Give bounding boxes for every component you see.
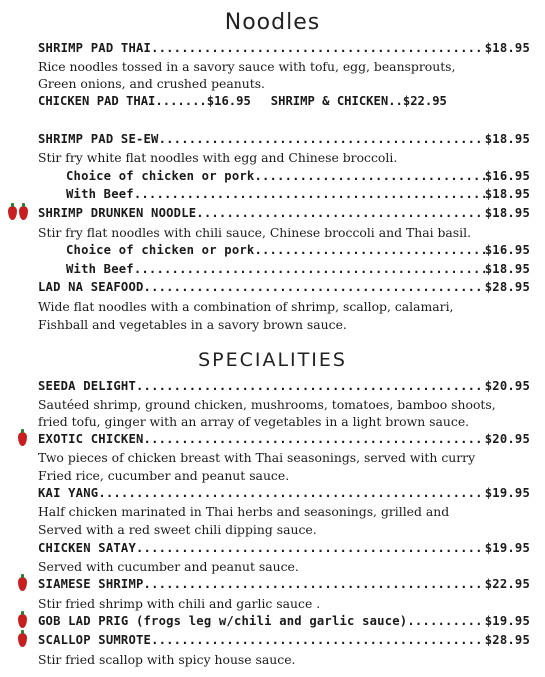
menu-item-chicken-satay bbox=[38, 540, 530, 557]
leader-dots bbox=[98, 485, 484, 502]
item-name: LAD NA SEAFOOD bbox=[38, 280, 144, 294]
menu-item-kai-yang bbox=[38, 485, 530, 502]
leader-dots bbox=[134, 186, 485, 203]
chili-pepper-icon bbox=[19, 206, 28, 220]
menu-item-shrimp-pad-se-ew bbox=[38, 131, 530, 148]
item-description: Fried rice, cucumber and peanut sauce. bbox=[38, 468, 290, 483]
option-price: $16.95 bbox=[484, 243, 530, 257]
menu-item-shrimp-drunken-noodle bbox=[38, 205, 530, 222]
item-price: $20.95 bbox=[484, 379, 530, 393]
leader-dots bbox=[151, 40, 485, 57]
option-price: $16.95 bbox=[484, 169, 530, 183]
item-price: $19.95 bbox=[484, 486, 530, 500]
option-beef bbox=[66, 261, 530, 278]
leader-dots bbox=[136, 540, 485, 557]
item-price: $18.95 bbox=[484, 206, 530, 220]
option-name: Choice of chicken or pork bbox=[66, 169, 255, 183]
leader-dots bbox=[136, 378, 485, 395]
chili-pepper-icon bbox=[18, 432, 27, 446]
item-description: Stir fry white flat noodles with egg and Chinese broccoli. bbox=[38, 150, 398, 165]
menu-item-seeda-delight bbox=[38, 378, 530, 395]
item-name: SHRIMP PAD THAI bbox=[38, 41, 152, 55]
chili-pepper-icon bbox=[8, 206, 17, 220]
menu-item-exotic-chicken bbox=[38, 431, 530, 448]
item-description: Stir fried shrimp with chili and garlic sauce . bbox=[38, 596, 321, 611]
item-price: $22.95 bbox=[484, 577, 530, 591]
option-price: $18.95 bbox=[484, 187, 530, 201]
option-price: $18.95 bbox=[484, 262, 530, 276]
combo-row bbox=[38, 93, 530, 110]
menu-item-lad-na-seafood bbox=[38, 279, 530, 296]
leader-dots bbox=[144, 279, 485, 296]
leader-dots bbox=[196, 205, 484, 222]
leader-dots bbox=[407, 613, 484, 630]
item-price: $22.95 bbox=[402, 94, 447, 108]
leader-dots bbox=[144, 431, 485, 448]
item-name: SIAMESE SHRIMP bbox=[38, 577, 144, 591]
item-name: CHICKEN SATAY bbox=[38, 541, 136, 555]
item-price: $19.95 bbox=[484, 541, 530, 555]
chili-pepper-icon bbox=[18, 633, 27, 647]
noodles-heading: Noodles bbox=[224, 10, 321, 35]
item-price: $28.95 bbox=[484, 280, 530, 294]
item-description: Served with cucumber and peanut sauce. bbox=[38, 559, 299, 574]
item-price: $18.95 bbox=[484, 41, 530, 55]
item-name: GOB LAD PRIG (frogs leg w/chili and garlic sauce) bbox=[38, 614, 408, 628]
item-price: $16.95 bbox=[206, 94, 251, 108]
leader-dots bbox=[254, 168, 484, 185]
item-name: KAI YANG bbox=[38, 486, 99, 500]
leader-dots bbox=[144, 576, 485, 593]
item-description: Wide flat noodles with a combination of shrimp, scallop, calamari, bbox=[38, 299, 454, 314]
item-description: Sautéed shrimp, ground chicken, mushrooms, tomatoes, bamboo shoots, bbox=[38, 397, 496, 412]
leader-dots bbox=[254, 242, 484, 259]
item-price: $18.95 bbox=[484, 132, 530, 146]
item-description: Half chicken marinated in Thai herbs and seasonings, grilled and bbox=[38, 504, 450, 519]
item-name: EXOTIC CHICKEN bbox=[38, 432, 144, 446]
item-description: fried tofu, ginger with an array of vegetables in a light brown sauce. bbox=[38, 414, 470, 429]
option-chicken-pork bbox=[66, 168, 530, 185]
item-name: SEEDA DELIGHT bbox=[38, 379, 136, 393]
option-beef bbox=[66, 186, 530, 203]
item-description: Stir fried scallop with spicy house sauce. bbox=[38, 652, 296, 667]
option-chicken-pork bbox=[66, 242, 530, 259]
item-description: Green onions, and crushed peanuts. bbox=[38, 76, 265, 91]
item-name: SHRIMP DRUNKEN NOODLE bbox=[38, 206, 197, 220]
item-description: Two pieces of chicken breast with Thai seasonings, served with curry bbox=[38, 450, 476, 465]
item-price: $19.95 bbox=[484, 614, 530, 628]
menu-item-siamese-shrimp bbox=[38, 576, 530, 593]
item-price: $28.95 bbox=[484, 633, 530, 647]
item-description: Stir fry flat noodles with chili sauce, Chinese broccoli and Thai basil. bbox=[38, 225, 472, 240]
item-name: SHRIMP PAD SE-EW bbox=[38, 132, 159, 146]
leader-dots bbox=[151, 632, 485, 649]
item-name: SHRIMP & CHICKEN.. bbox=[270, 94, 403, 108]
leader-dots bbox=[134, 261, 485, 278]
item-price: $20.95 bbox=[484, 432, 530, 446]
option-name: With Beef bbox=[66, 262, 134, 276]
specialities-heading: SPECIALITIES bbox=[198, 349, 347, 371]
item-description: Fishball and vegetables in a savory brown sauce. bbox=[38, 317, 347, 332]
option-name: Choice of chicken or pork bbox=[66, 243, 255, 257]
chili-pepper-icon bbox=[18, 577, 27, 591]
menu-item-gob-lad-prig bbox=[38, 613, 530, 630]
option-name: With Beef bbox=[66, 187, 134, 201]
item-name: SCALLOP SUMROTE bbox=[38, 633, 152, 647]
chili-pepper-icon bbox=[18, 614, 27, 628]
menu-item-scallop-sumrote bbox=[38, 632, 530, 649]
menu-item-shrimp-pad-thai bbox=[38, 40, 530, 57]
item-description: Rice noodles tossed in a savory sauce with tofu, egg, beansprouts, bbox=[38, 59, 456, 74]
leader-dots bbox=[159, 131, 485, 148]
item-name: CHICKEN PAD THAI....... bbox=[38, 94, 207, 108]
item-description: Served with a red sweet chili dipping sauce. bbox=[38, 522, 317, 537]
